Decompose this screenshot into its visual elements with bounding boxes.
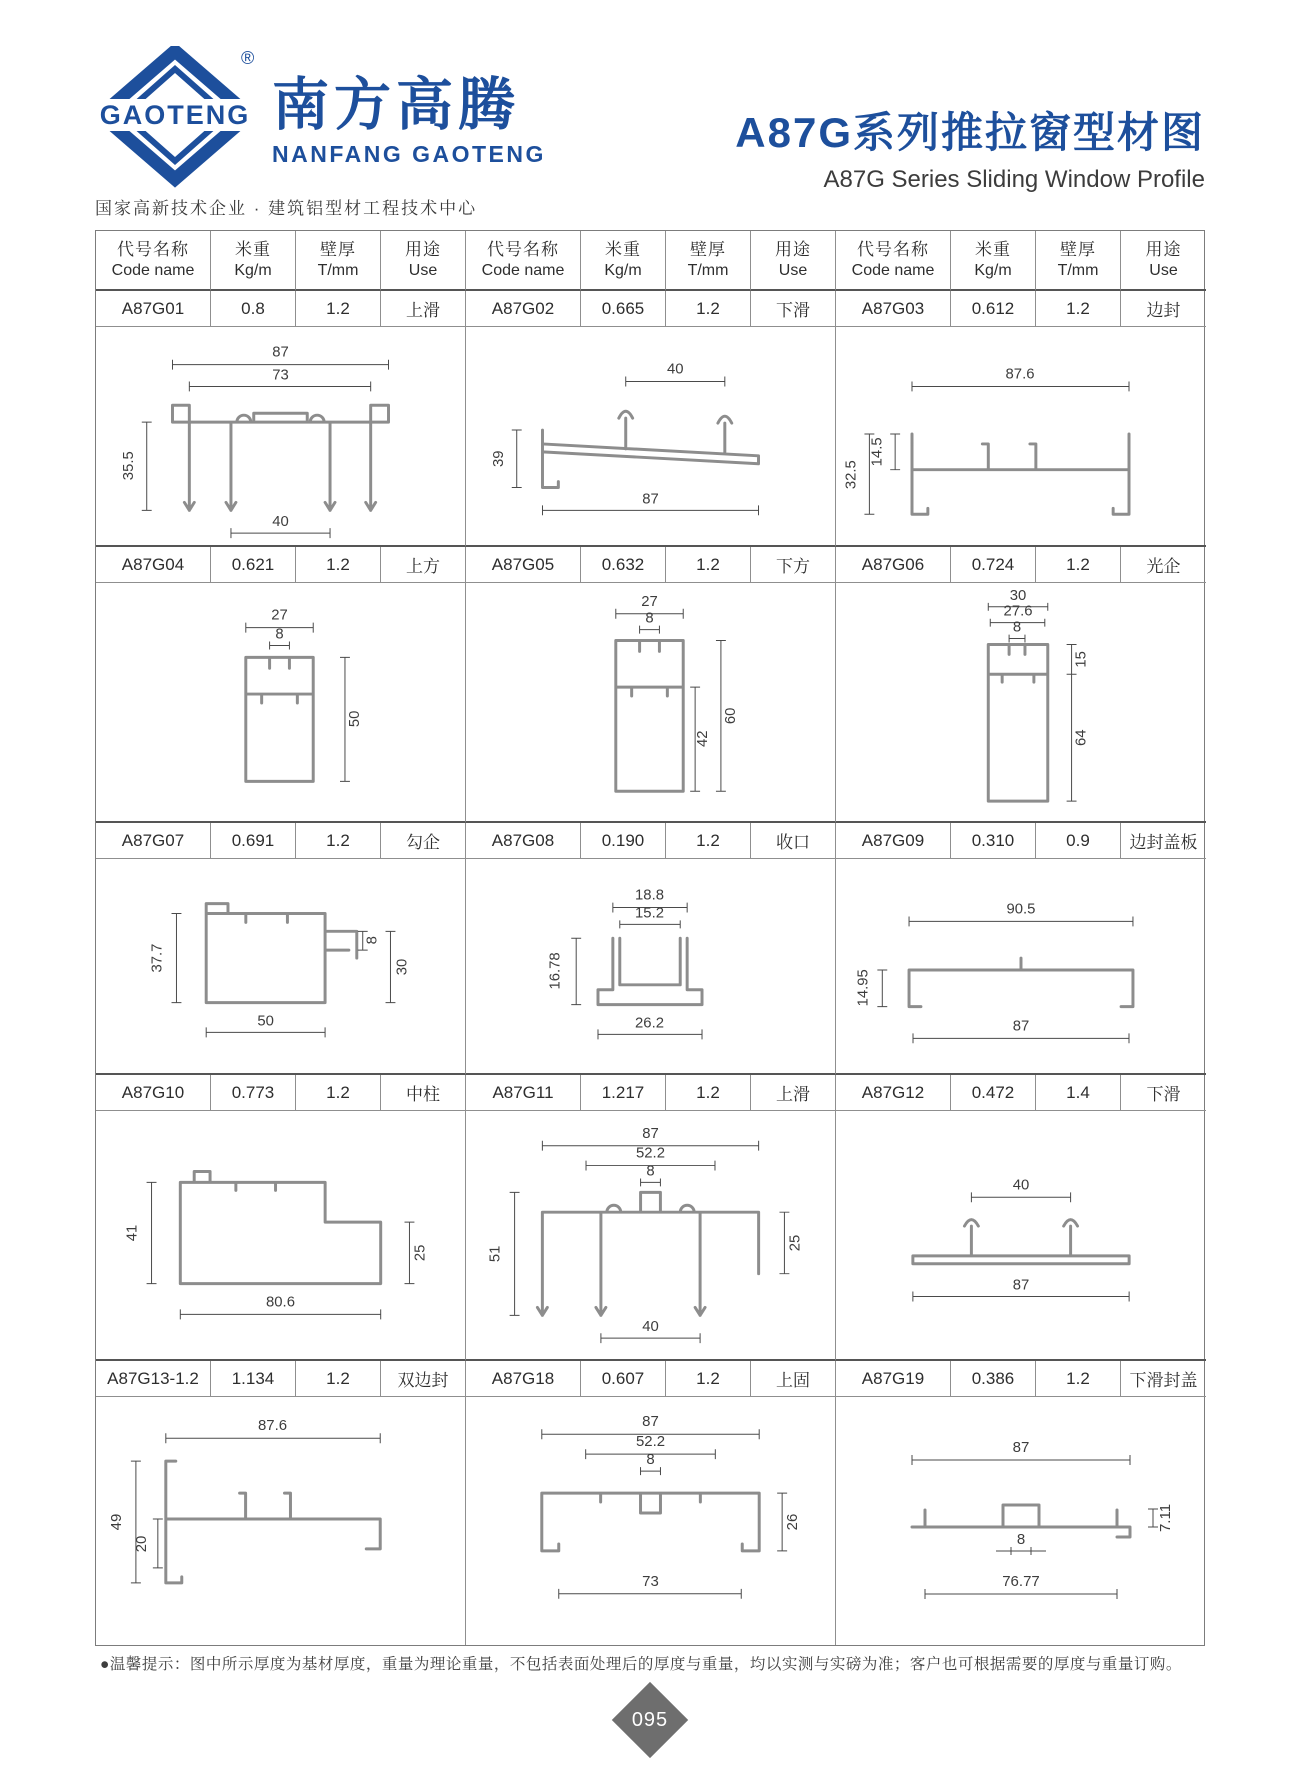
dim-label: 87	[1012, 1439, 1030, 1456]
profile-drawing-a87g07	[96, 859, 465, 1073]
dim-label: 32.5	[843, 460, 860, 490]
profile-outline	[180, 1172, 380, 1284]
footer-note	[100, 1652, 1210, 1674]
profile-drawing-a87g18	[466, 1397, 835, 1645]
brand-tagline: 国家高新技术企业 · 建筑铝型材工程技术中心	[95, 199, 478, 218]
profile-outline	[598, 938, 702, 1004]
drawing-a87g04	[96, 583, 466, 823]
col-header-use: 用途 Use	[381, 231, 466, 291]
drawing-a87g08	[466, 859, 836, 1075]
weight-cell: 0.386	[951, 1361, 1036, 1397]
code-cell: A87G12	[836, 1075, 951, 1111]
weight-cell: 0.691	[211, 823, 296, 859]
weight-cell: 0.8	[211, 291, 296, 327]
profile-drawing-a87g06	[836, 583, 1206, 821]
profile-outline	[913, 1220, 1129, 1264]
profile-drawing-a87g02	[466, 327, 835, 545]
thickness-cell: 1.2	[666, 823, 751, 859]
weight-cell: 1.134	[211, 1361, 296, 1397]
gaoteng-logo-icon	[95, 46, 257, 188]
col-header-weight: 米重 Kg/m	[581, 231, 666, 291]
col-header-use: 用途 Use	[751, 231, 836, 291]
dim-label: 15	[1073, 651, 1090, 668]
profile-outline	[542, 411, 758, 487]
dim-label: 8	[646, 1451, 655, 1469]
profile-drawing-a87g10	[96, 1111, 465, 1359]
dimension-lines	[542, 1429, 787, 1599]
dim-label: 18.8	[635, 887, 664, 904]
dim-label: 76.77	[1002, 1573, 1040, 1590]
dim-label: 41	[124, 1224, 141, 1242]
weight-cell: 0.190	[581, 823, 666, 859]
profile-outline	[537, 1192, 758, 1315]
code-cell: A87G04	[96, 547, 211, 583]
profile-outline	[206, 904, 357, 1003]
dimension-lines	[864, 382, 1129, 515]
profile-drawing-a87g11	[466, 1111, 835, 1359]
dim-label: 8	[646, 1163, 655, 1180]
dim-label: 87	[642, 1125, 659, 1142]
dim-label: 40	[642, 1319, 659, 1336]
dim-label: 35.5	[120, 451, 137, 481]
weight-cell: 0.773	[211, 1075, 296, 1111]
profile-drawing-a87g05	[466, 583, 835, 821]
dim-label: 42	[695, 730, 712, 747]
thickness-cell: 1.2	[666, 291, 751, 327]
dimension-lines	[142, 360, 389, 538]
drawing-a87g06	[836, 583, 1206, 823]
weight-cell: 0.621	[211, 547, 296, 583]
dim-label: 90.5	[1006, 901, 1036, 918]
brand-names	[272, 73, 546, 168]
dim-label: 8	[645, 610, 654, 627]
weight-cell: 0.665	[581, 291, 666, 327]
use-cell: 边封	[1121, 291, 1206, 327]
dimension-lines	[512, 377, 759, 516]
page-title	[735, 100, 1205, 194]
use-cell: 光企	[1121, 547, 1206, 583]
code-cell: A87G18	[466, 1361, 581, 1397]
dim-label: 16.78	[547, 952, 564, 990]
dim-label: 20	[132, 1535, 150, 1553]
profile-outline	[172, 405, 388, 510]
dim-label: 64	[1073, 729, 1090, 746]
dim-label: 30	[1009, 587, 1027, 604]
use-cell: 中柱	[381, 1075, 466, 1111]
drawing-a87g18	[466, 1397, 836, 1645]
col-header-weight: 米重 Kg/m	[211, 231, 296, 291]
dim-label: 39	[490, 450, 507, 468]
thickness-cell: 1.2	[666, 547, 751, 583]
dim-label: 27	[641, 593, 658, 610]
use-cell: 下滑	[1121, 1075, 1206, 1111]
dim-label: 26.2	[635, 1015, 664, 1032]
code-cell: A87G02	[466, 291, 581, 327]
dimension-lines	[616, 609, 726, 791]
dim-label: 87	[642, 1413, 659, 1431]
use-cell: 下方	[751, 547, 836, 583]
code-cell: A87G03	[836, 291, 951, 327]
page-title-cn: A87G系列推拉窗型材图	[735, 109, 1205, 156]
brand-name-cn: 南方高腾	[272, 73, 520, 137]
col-header-en: Code name	[111, 261, 195, 279]
col-header-code: 代号名称 Code name	[466, 231, 581, 291]
thickness-cell: 1.2	[296, 1075, 381, 1111]
use-cell: 上方	[381, 547, 466, 583]
drawing-a87g11	[466, 1111, 836, 1361]
dim-label: 27.6	[1003, 603, 1033, 620]
dim-label: 8	[275, 626, 284, 643]
profile-drawing-a87g09	[836, 859, 1206, 1073]
thickness-cell: 1.2	[666, 1075, 751, 1111]
dim-label: 40	[272, 514, 289, 531]
drawing-a87g03	[836, 327, 1206, 547]
col-header-use: 用途 Use	[1121, 231, 1206, 291]
use-cell: 上固	[751, 1361, 836, 1397]
use-cell: 勾企	[381, 823, 466, 859]
dim-label: 87.6	[257, 1417, 288, 1435]
profile-outline	[166, 1461, 380, 1583]
col-header-code: 代号名称 Code name	[836, 231, 951, 291]
thickness-cell: 1.2	[666, 1361, 751, 1397]
code-cell: A87G10	[96, 1075, 211, 1111]
use-cell: 边封盖板	[1121, 823, 1206, 859]
col-header-weight: 米重 Kg/m	[951, 231, 1036, 291]
dim-label: 52.2	[635, 1433, 666, 1451]
dim-label: 8	[1016, 1531, 1026, 1548]
weight-cell: 0.632	[581, 547, 666, 583]
drawing-a87g01	[96, 327, 466, 547]
dimension-lines	[988, 603, 1076, 801]
code-cell: A87G08	[466, 823, 581, 859]
dim-label: 30	[394, 958, 411, 976]
code-cell: A87G13-1.2	[96, 1361, 211, 1397]
col-header-thickness: 壁厚 T/mm	[666, 231, 751, 291]
profile-drawing-a87g12	[836, 1111, 1206, 1359]
drawing-a87g10	[96, 1111, 466, 1361]
weight-cell: 0.607	[581, 1361, 666, 1397]
dim-label: 37.7	[149, 943, 166, 973]
drawing-a87g09	[836, 859, 1206, 1075]
dim-label: 50	[257, 1013, 274, 1030]
profile-drawing-a87g08	[466, 859, 835, 1073]
weight-cell: 0.724	[951, 547, 1036, 583]
profile-outline	[542, 1493, 759, 1551]
dim-label: 52.2	[636, 1145, 665, 1162]
dimension-lines	[877, 916, 1133, 1043]
dim-label: 40	[667, 361, 684, 378]
profile-outline	[912, 434, 1129, 514]
code-cell: A87G09	[836, 823, 951, 859]
thickness-cell: 1.2	[296, 823, 381, 859]
profile-drawing-a87g04	[96, 583, 465, 821]
note-bullet: ●	[100, 1656, 110, 1673]
use-cell: 双边封	[381, 1361, 466, 1397]
logo-wordmark: GAOTENG	[99, 100, 251, 130]
page-number: 095	[631, 1708, 669, 1731]
thickness-cell: 1.2	[296, 291, 381, 327]
dim-label: 40	[1012, 1177, 1030, 1194]
note-text: 温馨提示：图中所示厚度为基材厚度，重量为理论重量，不包括表面处理后的厚度与重量，均以实测与实磅为准；客户也可根据需要的厚度与重量订购。	[109, 1656, 1182, 1673]
dim-label: 87	[642, 491, 659, 508]
profile-drawing-a87g03	[836, 327, 1206, 545]
dim-label: 87	[1012, 1277, 1030, 1294]
thickness-cell: 1.2	[1036, 1361, 1121, 1397]
code-cell: A87G07	[96, 823, 211, 859]
dim-label: 87	[1012, 1018, 1030, 1035]
page-title-en: A87G Series Sliding Window Profile	[823, 166, 1205, 193]
profile-drawing-a87g01	[96, 327, 465, 545]
dim-label: 14.95	[855, 969, 872, 1007]
dim-label: 26	[784, 1513, 802, 1531]
dim-label: 51	[487, 1245, 504, 1263]
code-cell: A87G11	[466, 1075, 581, 1111]
dim-label: 87.6	[1005, 366, 1035, 383]
profile-outline	[988, 644, 1048, 801]
brand-name-en: NANFANG GAOTENG	[272, 140, 546, 167]
profile-outline	[616, 641, 683, 792]
thickness-cell: 1.2	[296, 1361, 381, 1397]
dim-label: 7.11	[1157, 1503, 1174, 1533]
dim-label: 80.6	[266, 1294, 295, 1311]
drawing-a87g05	[466, 583, 836, 823]
weight-cell: 0.472	[951, 1075, 1036, 1111]
dim-label: 73	[642, 1572, 659, 1590]
col-header-thickness: 壁厚 T/mm	[1036, 231, 1121, 291]
profile-drawing-a87g13	[96, 1397, 465, 1645]
use-cell: 上滑	[381, 291, 466, 327]
dim-label: 50	[346, 710, 363, 728]
profile-outline	[246, 657, 313, 781]
profile-table	[95, 230, 1205, 1646]
dim-label: 25	[787, 1234, 804, 1252]
drawing-a87g02	[466, 327, 836, 547]
code-cell: A87G01	[96, 291, 211, 327]
use-cell: 下滑封盖	[1121, 1361, 1206, 1397]
use-cell: 下滑	[751, 291, 836, 327]
code-cell: A87G06	[836, 547, 951, 583]
registered-mark-icon: ®	[241, 48, 255, 68]
dimension-lines	[131, 1433, 380, 1583]
thickness-cell: 1.2	[1036, 547, 1121, 583]
weight-cell: 0.612	[951, 291, 1036, 327]
code-cell: A87G19	[836, 1361, 951, 1397]
dim-label: 25	[412, 1244, 429, 1262]
drawing-a87g07	[96, 859, 466, 1075]
dim-label: 49	[107, 1513, 125, 1531]
dim-label: 8	[364, 936, 381, 945]
thickness-cell: 1.4	[1036, 1075, 1121, 1111]
use-cell: 收口	[751, 823, 836, 859]
dim-label: 73	[272, 367, 289, 384]
use-cell: 上滑	[751, 1075, 836, 1111]
weight-cell: 1.217	[581, 1075, 666, 1111]
col-header-cn: 代号名称	[117, 240, 189, 260]
weight-cell: 0.310	[951, 823, 1036, 859]
dim-label: 27	[271, 607, 288, 624]
dim-label: 8	[1012, 619, 1022, 636]
drawing-a87g13	[96, 1397, 466, 1645]
dim-label: 14.5	[869, 437, 886, 467]
drawing-a87g19	[836, 1397, 1206, 1645]
dim-label: 87	[272, 344, 289, 361]
thickness-cell: 1.2	[1036, 291, 1121, 327]
page-number-badge	[612, 1682, 688, 1758]
dim-label: 15.2	[635, 905, 664, 922]
thickness-cell: 1.2	[296, 547, 381, 583]
col-header-code	[96, 231, 211, 291]
dim-label: 60	[722, 707, 739, 725]
code-cell: A87G05	[466, 547, 581, 583]
profile-drawing-a87g19	[836, 1397, 1206, 1645]
drawing-a87g12	[836, 1111, 1206, 1361]
profile-outline	[909, 958, 1133, 1007]
col-header-thickness: 壁厚 T/mm	[296, 231, 381, 291]
thickness-cell: 0.9	[1036, 823, 1121, 859]
